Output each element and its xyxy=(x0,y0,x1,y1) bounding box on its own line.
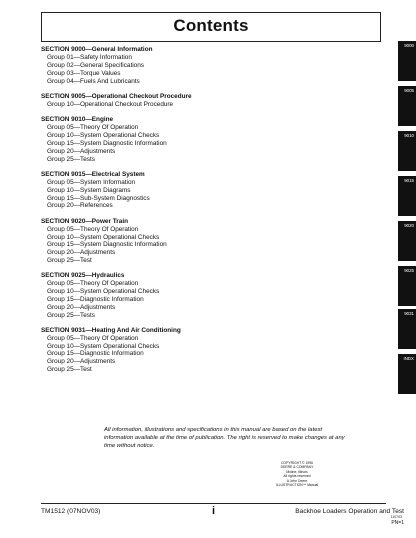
copyright-location: Moline, Illinois xyxy=(286,469,308,474)
group-item[interactable]: Group 20—Adjustments xyxy=(47,358,116,366)
copyright-manual: A John Deere ILLUSTRUCTION™ Manual xyxy=(275,478,319,488)
group-item[interactable]: Group 10—Operational Checkout Procedure xyxy=(47,100,174,108)
toc-section xyxy=(41,327,381,374)
group-item[interactable]: Group 15—System Diagnostic Information xyxy=(47,241,167,249)
section-tab-9010[interactable]: 9010 xyxy=(398,131,416,171)
toc-section xyxy=(41,116,381,163)
toc-section xyxy=(41,218,381,265)
group-item[interactable]: Group 25—Test xyxy=(47,366,92,374)
page-pn: PN=1 xyxy=(391,520,404,526)
toc-section xyxy=(41,171,381,210)
copyright-company: DEERE & COMPANY xyxy=(280,465,314,470)
section-tab-9031[interactable]: 9031 xyxy=(398,309,416,349)
group-item[interactable]: Group 04—Fuels And Lubricants xyxy=(47,77,140,85)
page-title-box xyxy=(41,12,381,42)
group-item[interactable]: Group 05—System Information xyxy=(47,178,136,186)
section-tab-9025[interactable]: 9025 xyxy=(398,266,416,306)
group-item[interactable]: Group 15—Diagnostic Information xyxy=(47,350,144,358)
copyright-block xyxy=(272,461,322,487)
toc-section xyxy=(41,272,381,319)
group-item[interactable]: Group 03—Torque Values xyxy=(47,69,121,77)
group-item[interactable]: Group 05—Theory Of Operation xyxy=(47,225,139,233)
group-item[interactable]: Group 05—Theory Of Operation xyxy=(47,280,139,288)
copyright-line: COPYRIGHT © 1996 xyxy=(280,461,314,465)
group-item[interactable]: Group 20—Adjustments xyxy=(47,303,116,311)
section-heading[interactable]: SECTION 9010—Engine xyxy=(41,116,114,124)
page-title: Contents xyxy=(173,16,249,35)
group-item[interactable]: Group 05—Theory Of Operation xyxy=(47,334,139,342)
section-tab-9005[interactable]: 9005 xyxy=(398,86,416,126)
section-heading[interactable]: SECTION 9025—Hydraulics xyxy=(41,272,125,280)
group-item[interactable]: Group 15—System Diagnostic Information xyxy=(47,139,167,147)
group-item[interactable]: Group 20—Adjustments xyxy=(47,249,116,257)
disclaimer-notice: All information, illustrations and specifications in this manual are based on the latest information available at the time of publication. The right is reserved to make changes at any time without notice. xyxy=(104,427,345,449)
section-tab-9000[interactable]: 9000 xyxy=(398,41,416,81)
group-item[interactable]: Group 01—Safety Information xyxy=(47,54,132,62)
section-tab-indx[interactable]: INDX xyxy=(398,354,416,394)
section-heading[interactable]: SECTION 9020—Power Train xyxy=(41,217,129,225)
group-item[interactable]: Group 20—References xyxy=(47,202,113,210)
group-item[interactable]: Group 10—System Diagrams xyxy=(47,186,131,194)
section-heading[interactable]: SECTION 9015—Electrical System xyxy=(41,170,145,178)
footer-date-code: 110703 xyxy=(390,515,402,519)
page-number: i xyxy=(212,505,216,517)
group-item[interactable]: Group 05—Theory Of Operation xyxy=(47,124,139,132)
section-heading[interactable]: SECTION 9005—Operational Checkout Procedure xyxy=(41,92,192,100)
group-item[interactable]: Group 25—Test xyxy=(47,256,92,264)
section-tab-9020[interactable]: 9020 xyxy=(398,221,416,261)
group-item[interactable]: Group 10—System Operational Checks xyxy=(47,288,160,296)
manual-code: TM1512 (07NOV03) xyxy=(41,508,101,515)
group-item[interactable]: Group 10—System Operational Checks xyxy=(47,342,160,350)
group-item[interactable]: Group 10—System Operational Checks xyxy=(47,132,160,140)
table-of-contents xyxy=(41,46,381,381)
section-heading[interactable]: SECTION 9031—Heating And Air Conditioning xyxy=(41,326,181,334)
group-item[interactable]: Group 15—Diagnostic Information xyxy=(47,295,144,303)
section-heading[interactable]: SECTION 9000—General Information xyxy=(41,46,153,53)
book-title: Backhoe Loaders Operation and Test xyxy=(295,508,404,515)
group-item[interactable]: Group 15—Sub-System Diagnostics xyxy=(47,194,150,202)
toc-section xyxy=(41,93,381,109)
section-tab-9015[interactable]: 9015 xyxy=(398,176,416,216)
group-item[interactable]: Group 20—Adjustments xyxy=(47,147,116,155)
group-item[interactable]: Group 25—Tests xyxy=(47,311,95,319)
footer-divider xyxy=(41,503,386,504)
group-item[interactable]: Group 02—General Specifications xyxy=(47,62,144,69)
toc-section xyxy=(41,46,381,85)
group-item[interactable]: Group 25—Tests xyxy=(47,155,95,163)
copyright-rights: All rights reserved xyxy=(283,474,311,479)
group-item[interactable]: Group 10—System Operational Checks xyxy=(47,233,160,241)
